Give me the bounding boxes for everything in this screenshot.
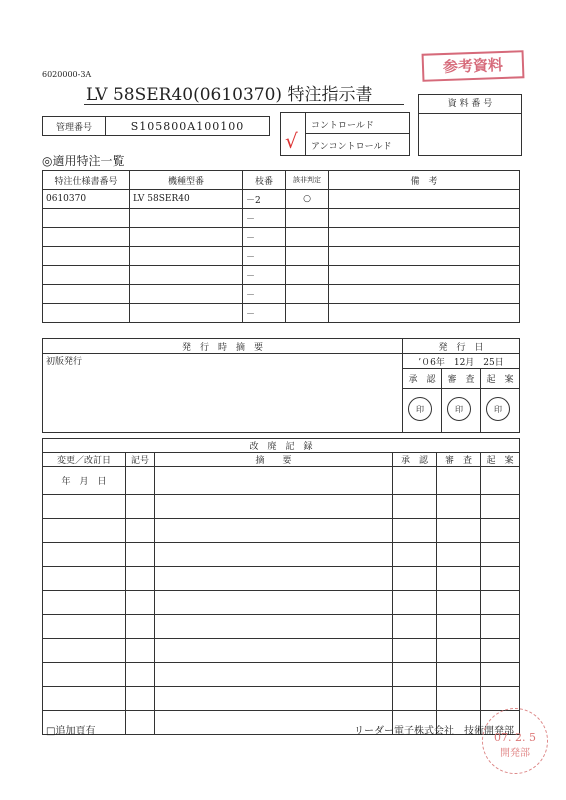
stamp-department: 開発部	[500, 748, 530, 759]
document-number-label: 資 料 番 号	[419, 95, 521, 114]
page-title: LV 58SER40(0610370) 特注指示書	[86, 85, 373, 105]
table-cell	[43, 228, 130, 247]
document-code: 6020000-3A	[42, 70, 92, 79]
approval-header: 承 認	[403, 369, 442, 389]
list-header: 特注仕様書番号	[43, 171, 130, 190]
draft-header: 起 案	[481, 369, 520, 389]
revision-row	[43, 663, 520, 687]
table-cell	[286, 266, 329, 285]
approval-seal: 印	[408, 397, 432, 421]
list-header: 枝番	[243, 171, 286, 190]
table-cell: －	[243, 209, 286, 228]
management-number-table	[42, 116, 270, 136]
applicable-list-table	[42, 170, 520, 323]
table-row	[43, 228, 520, 247]
table-cell	[43, 304, 130, 323]
table-cell	[286, 247, 329, 266]
revision-header: 審 査	[437, 453, 481, 467]
table-cell: －2	[243, 190, 286, 209]
table-cell	[329, 285, 520, 304]
revision-title: 改 廃 記 録	[43, 439, 520, 453]
review-header: 審 査	[442, 369, 481, 389]
table-cell	[130, 228, 243, 247]
table-cell	[329, 247, 520, 266]
revision-header: 摘 要	[155, 453, 393, 467]
table-cell: －	[243, 266, 286, 285]
revision-row	[43, 687, 520, 711]
revision-row	[43, 519, 520, 543]
check-mark-icon: √	[285, 129, 298, 153]
management-number-value: S105800A100100	[106, 117, 270, 136]
revision-row	[43, 467, 520, 495]
controlled-label: コントロールド	[311, 121, 374, 131]
table-cell: －	[243, 285, 286, 304]
list-header: 備 考	[329, 171, 520, 190]
table-row	[43, 266, 520, 285]
table-cell: LV 58SER40	[130, 190, 243, 209]
revision-row	[43, 615, 520, 639]
table-cell: －	[243, 228, 286, 247]
additional-pages-checkbox: □追加頁有	[46, 726, 96, 737]
management-number-label: 管理番号	[43, 117, 106, 136]
table-cell	[130, 209, 243, 228]
table-cell	[286, 228, 329, 247]
issue-date-header: 発 行 日	[403, 339, 520, 354]
revision-row	[43, 591, 520, 615]
list-header: 該非判定	[286, 171, 329, 190]
table-cell	[130, 266, 243, 285]
table-cell	[130, 304, 243, 323]
table-row	[43, 304, 520, 323]
revision-header: 変更／改訂日	[43, 453, 126, 467]
table-cell	[329, 228, 520, 247]
reference-material-stamp: 参考資料	[422, 50, 525, 82]
control-status-box	[280, 112, 410, 156]
table-row	[43, 285, 520, 304]
draft-seal: 印	[486, 397, 510, 421]
table-row	[43, 247, 520, 266]
table-cell	[43, 247, 130, 266]
issue-summary: 初版発行	[43, 354, 403, 433]
table-cell	[286, 285, 329, 304]
revision-row	[43, 567, 520, 591]
stamp-date: 07. 2. 5	[494, 731, 536, 744]
list-header: 機種型番	[130, 171, 243, 190]
table-cell	[130, 247, 243, 266]
table-cell: ○	[286, 190, 329, 209]
company-name: リーダー電子株式会社 技術開発部	[354, 726, 514, 737]
received-date-stamp	[482, 708, 548, 774]
issue-table	[42, 338, 520, 433]
revision-date-placeholder: 年 月 日	[43, 467, 126, 495]
table-cell	[329, 190, 520, 209]
table-cell	[329, 304, 520, 323]
revision-header: 起 案	[481, 453, 520, 467]
table-row	[43, 190, 520, 209]
table-cell	[329, 209, 520, 228]
table-cell	[43, 285, 130, 304]
revision-header: 記号	[126, 453, 155, 467]
revision-row	[43, 639, 520, 663]
uncontrolled-label: アンコントロールド	[311, 142, 392, 152]
table-cell: －	[243, 304, 286, 323]
table-cell	[43, 266, 130, 285]
table-cell: 0610370	[43, 190, 130, 209]
list-header-row	[43, 171, 520, 190]
review-seal: 印	[447, 397, 471, 421]
table-cell	[286, 209, 329, 228]
table-row	[43, 209, 520, 228]
table-cell	[130, 285, 243, 304]
revision-header: 承 認	[393, 453, 437, 467]
issue-date: ’０6年 12月 25日	[403, 354, 520, 369]
title-underline	[84, 104, 404, 105]
revision-row	[43, 495, 520, 519]
document-number-box	[418, 94, 522, 156]
table-cell: －	[243, 247, 286, 266]
table-cell	[286, 304, 329, 323]
table-cell	[329, 266, 520, 285]
section-title: ◎適用特注一覧	[42, 154, 125, 168]
table-cell	[43, 209, 130, 228]
revision-row	[43, 543, 520, 567]
revision-table	[42, 438, 520, 735]
issue-summary-header: 発 行 時 摘 要	[43, 339, 403, 354]
